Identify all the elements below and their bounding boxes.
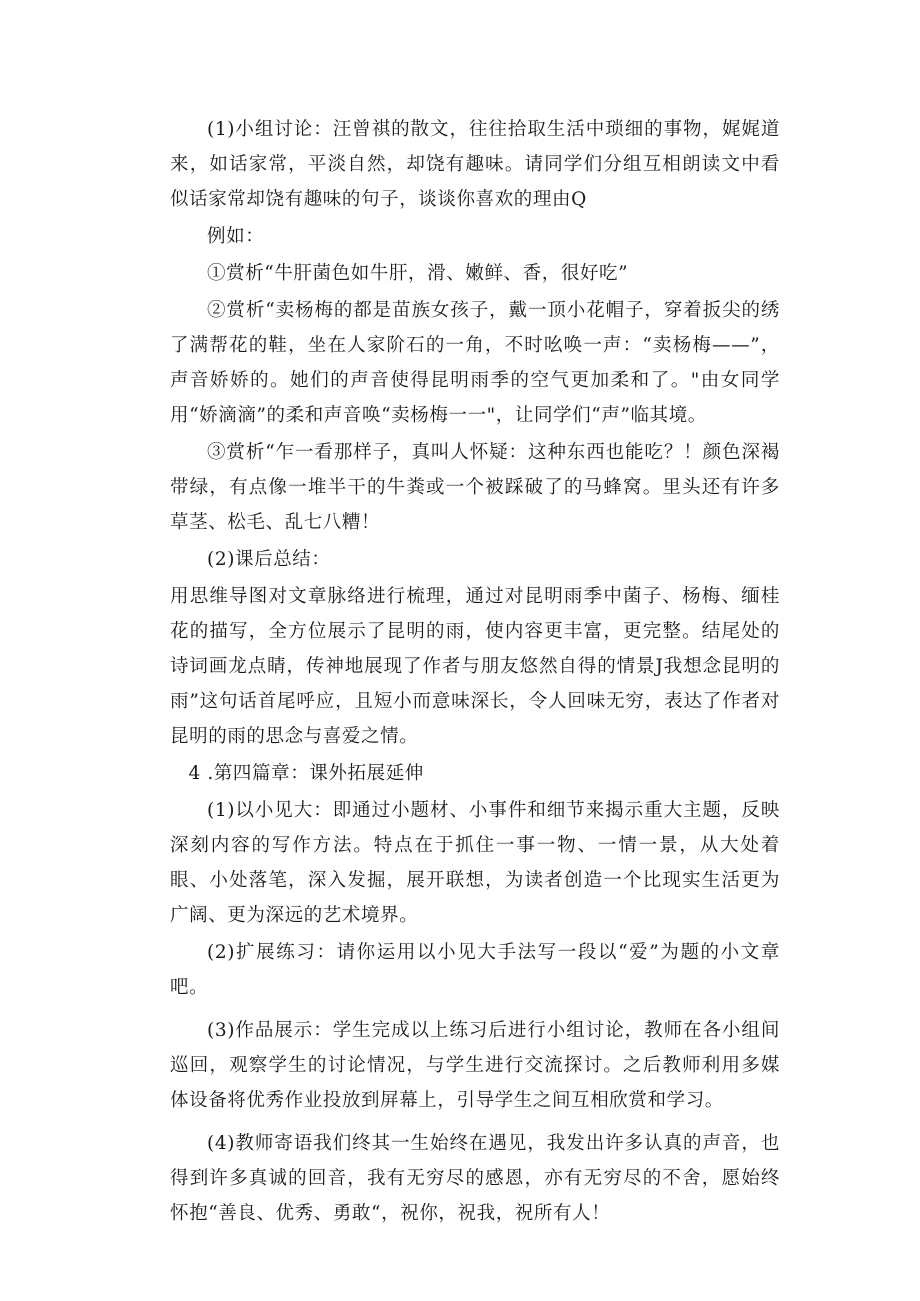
paragraph-teacher-message: (4)教师寄语我们终其一生始终在遇见，我发出许多认真的声音，也得到许多真诚的回音，我有无穷尽的感恩，亦有无穷尽的不舍，愿始终怀抱“善良、优秀、勇敢“，祝你，祝我，祝所有人！ <box>170 1133 780 1224</box>
paragraph-summary-heading: (2)课后总结： <box>207 549 331 570</box>
document-body <box>170 112 780 1231</box>
paragraph-small-to-big: (1)以小见大：即通过小题材、小事件和细节来揭示重大主题，反映深刻内容的写作方法。特点在于抓住一事一物、一情一景，从大处着眼、小处落笔，深入发掘，展开联想，为读者创造一个比现实生活更为广阔、更为深远的艺术境界。 <box>170 800 780 926</box>
paragraph-example-3: ③赏析“乍一看那样子，真叫人怀疑：这种东西也能吃？！颜色深褐带绿，有点像一堆半干的牛粪或一个被踩破了的马蜂窝。里头还有许多草茎、松毛、乱七八糟！ <box>170 442 780 533</box>
section-heading-chapter-4: 4 .第四篇章：课外拓展延伸 <box>188 763 424 784</box>
paragraph-work-display: (3)作品展示：学生完成以上练习后进行小组讨论，教师在各小组间巡回，观察学生的讨论情况，与学生进行交流探讨。之后教师利用多媒体设备将优秀作业投放到屏幕上，引导学生之间互相欣赏和学习。 <box>170 1020 780 1111</box>
paragraph-group-discussion: (1)小组讨论：汪曾祺的散文，往往拾取生活中琐细的事物，娓娓道来，如话家常，平淡自然，却饶有趣味。请同学们分组互相朗读文中看似话家常却饶有趣味的句子，谈谈你喜欢的理由Q <box>170 119 780 210</box>
paragraph-example-2: ②赏析“卖杨梅的都是苗族女孩子，戴一顶小花帽子，穿着扳尖的绣了满帮花的鞋，坐在人家阶石的一角，不时吆唤一声：“卖杨梅——”，声音娇娇的。她们的声音使得昆明雨季的空气更加柔和了。"由女同学用“娇滴滴”的柔和声音唤“卖杨梅一一"，让同学们“声”临其境。 <box>170 300 780 426</box>
paragraph-example-1: ①赏析“牛肝菌色如牛肝，滑、嫩鲜、香，很好吃” <box>207 263 629 284</box>
paragraph-summary-body: 用思维导图对文章脉络进行梳理，通过对昆明雨季中菌子、杨梅、缅桂花的描写，全方位展示了昆明的雨，使内容更丰富，更完整。结尾处的诗词画龙点睛，传神地展现了作者与朋友悠然自得的情景J我想念昆明的雨”这句话首尾呼应，且短小而意味深长，令人回味无穷，表达了作者对昆明的雨的思念与喜爱之情。 <box>170 586 780 747</box>
paragraph-extended-exercise: (2)扩展练习：请你运用以小见大手法写一段以“爱”为题的小文章吧。 <box>170 942 780 998</box>
paragraph-example-intro: 例如： <box>207 226 265 247</box>
